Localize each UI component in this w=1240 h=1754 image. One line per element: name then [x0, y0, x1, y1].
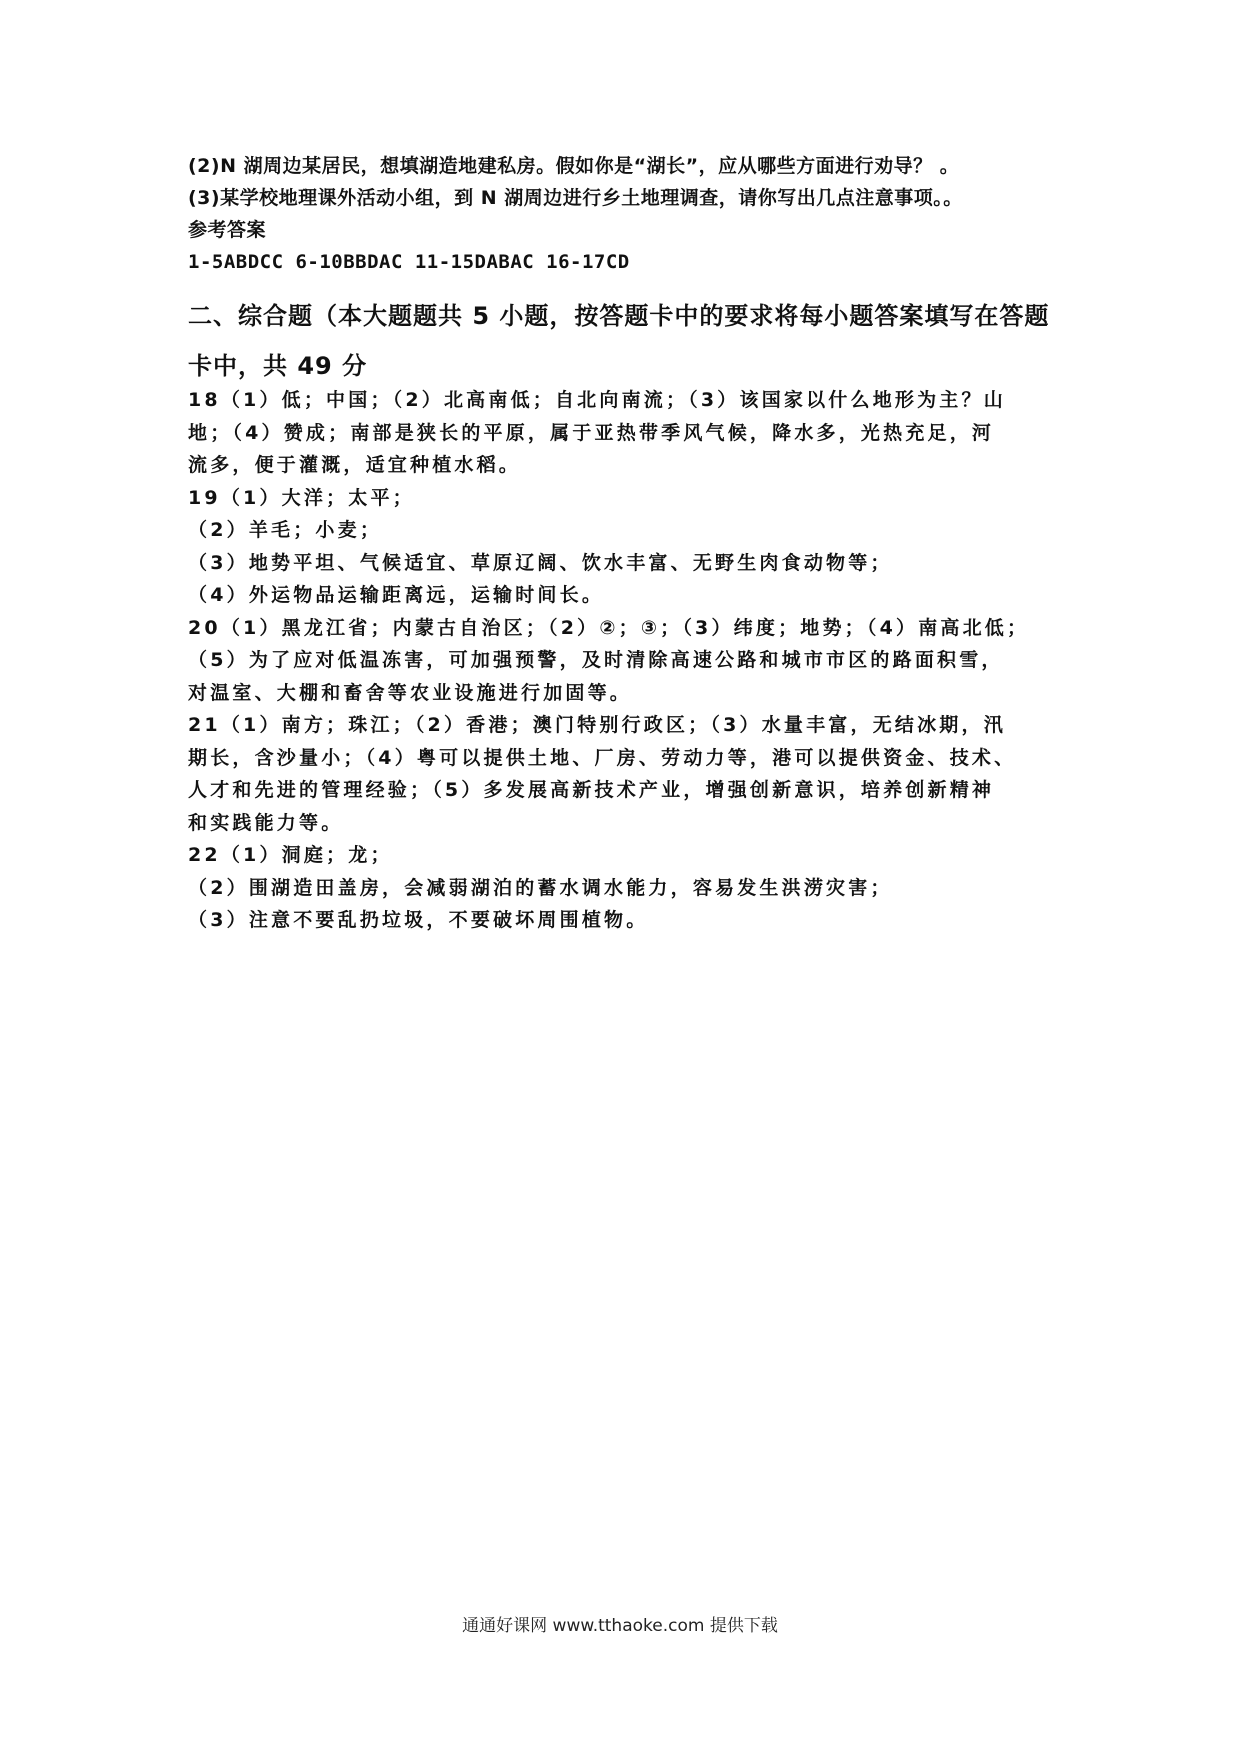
answer-line: 和实践能力等。 — [188, 811, 344, 834]
document-content — [188, 150, 1068, 937]
answer-line: （3）地势平坦、气候适宜、草原辽阔、饮水丰富、无野生肉食动物等； — [188, 551, 893, 574]
question-2-text: (2)N 湖周边某居民，想填湖造地建私房。假如你是“湖长”，应从哪些方面进行劝导？ 。 — [188, 155, 960, 177]
answer-line: 人才和先进的管理经验；（5）多发展高新技术产业，增强创新意识，培养创新精神 — [188, 779, 995, 801]
answer-line: （3）注意不要乱扔垃圾，不要破坏周围植物。 — [188, 909, 649, 931]
question-3-text: (3)某学校地理课外活动小组，到 N 湖周边进行乡土地理调查，请你写出几点注意事项。。 — [188, 187, 963, 209]
section-title-line-1: 二、综合题（本大题题共 5 小题，按答题卡中的要求将每小题答案填写在答题 — [188, 302, 1050, 330]
answer-line: 19（1）大洋；太平； — [188, 486, 415, 509]
choice-answers: 1-5ABDCC 6-10BBDAC 11-15DABAC 16-17CD — [188, 251, 630, 273]
answer-line: （2）羊毛；小麦； — [188, 519, 383, 541]
answer-line: 期长，含沙量小；（4）粤可以提供土地、厂房、劳动力等，港可以提供资金、技术、 — [188, 746, 1017, 769]
answer-line: （5）为了应对低温冻害，可加强预警，及时清除高速公路和城市市区的路面积雪， — [188, 649, 1004, 671]
page-footer: 通通好课网 www.tthaoke.com 提供下载 — [462, 1616, 778, 1636]
answer-list — [188, 384, 1068, 937]
answer-line: 地；（4）赞成；南部是狭长的平原，属于亚热带季风气候，降水多，光热充足，河 — [188, 421, 995, 444]
answer-line: 22（1）洞庭；龙； — [188, 844, 393, 866]
answer-line: 20（1）黑龙江省；内蒙古自治区；（2）②；③；（3）纬度；地势；（4）南高北低； — [188, 616, 1030, 639]
answer-line: （4）外运物品运输距离远，运输时间长。 — [188, 584, 605, 606]
section-title-line-2: 卡中，共 49 分 — [188, 352, 368, 380]
reference-answer-heading: 参考答案 — [188, 219, 267, 241]
answer-line: 流多，便于灌溉，适宜种植水稻。 — [188, 454, 522, 476]
answer-line: 21（1）南方；珠江；（2）香港；澳门特别行政区；（3）水量丰富，无结冰期，汛 — [188, 714, 1006, 736]
answer-line: 对温室、大棚和畜舍等农业设施进行加固等。 — [188, 681, 633, 704]
answer-line: 18（1）低；中国；（2）北高南低；自北向南流；（3）该国家以什么地形为主？山 — [188, 389, 1006, 411]
answer-line: （2）围湖造田盖房，会减弱湖泊的蓄水调水能力，容易发生洪涝灾害； — [188, 876, 893, 899]
